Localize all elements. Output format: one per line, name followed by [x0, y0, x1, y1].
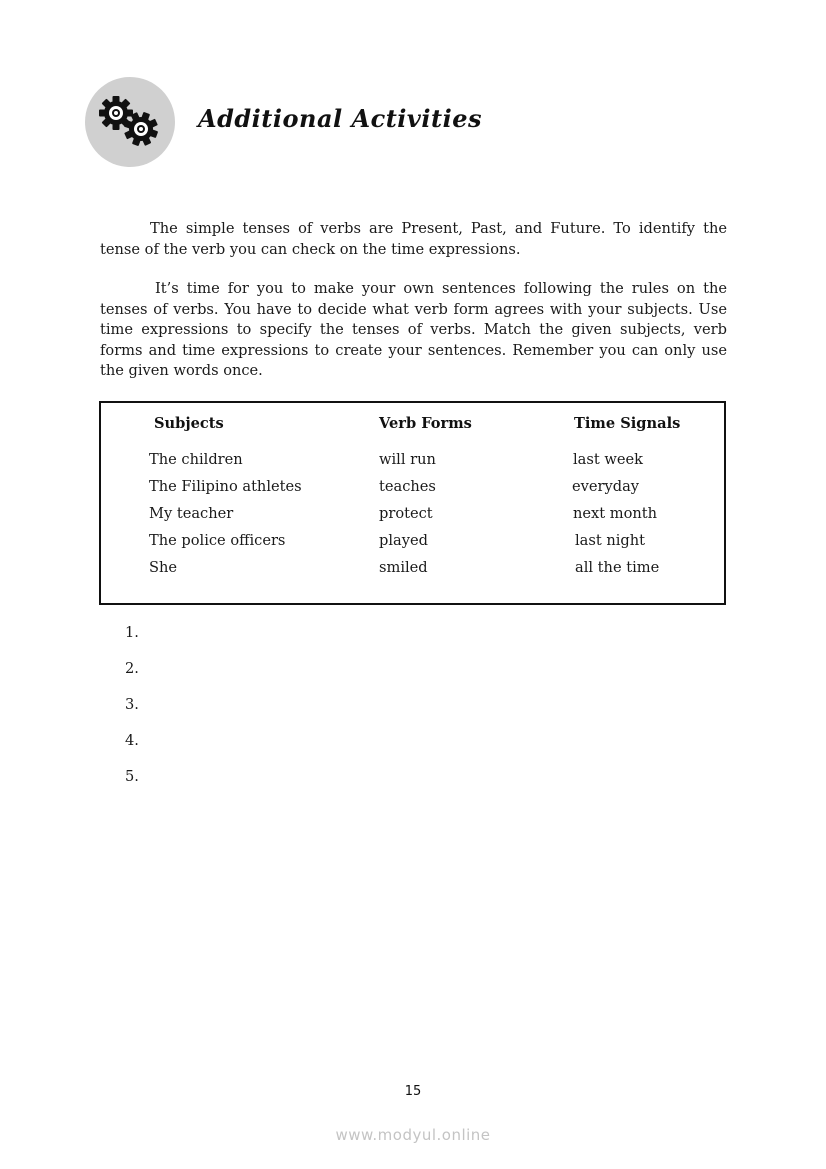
verb-form-item: protect: [379, 505, 433, 522]
gears-icon-graphic: [85, 77, 175, 167]
watermark: www.modyul.online: [335, 1126, 491, 1144]
answer-number: 5.: [125, 768, 139, 785]
verb-form-item: smiled: [379, 559, 428, 576]
time-signals-header: Time Signals: [574, 415, 681, 432]
time-signal-item: next month: [573, 505, 658, 522]
time-signal-item: last night: [575, 532, 646, 549]
time-signal-item: all the time: [575, 559, 660, 576]
subject-item: The police officers: [149, 532, 286, 549]
subject-item: The children: [149, 451, 243, 468]
time-signal-item: last week: [573, 451, 643, 468]
verb-form-item: played: [379, 532, 428, 549]
answer-number: 4.: [125, 732, 139, 749]
page-number: 15: [404, 1084, 422, 1099]
verb-forms-header: Verb Forms: [379, 415, 472, 432]
answer-number: 1.: [125, 624, 139, 641]
intro-paragraph-text: The simple tenses of verbs are Present, Past, and Future. To identify the tense of the verb you can check on the time expressions.: [100, 220, 727, 258]
intro-paragraph: [100, 219, 727, 260]
answer-number: 2.: [125, 660, 139, 677]
section-title: Additional Activities: [198, 104, 482, 133]
gears-icon: [85, 77, 175, 167]
instructions-paragraph-text: It’s time for you to make your own sentences following the rules on the tenses of verbs. You have to decide what verb form agrees with your subjects. Use time expressions to specify the tenses of verbs. Match the given subjects, verb forms and time expressions to create your sentences. Remember you can only use the given words once.: [100, 280, 727, 380]
instructions-paragraph: [100, 279, 727, 382]
answer-number: 3.: [125, 696, 139, 713]
subjects-header: Subjects: [154, 415, 224, 432]
subject-item: The Filipino athletes: [149, 478, 302, 495]
verb-form-item: teaches: [379, 478, 436, 495]
word-bank-box: [99, 401, 726, 605]
subject-item: My teacher: [149, 505, 234, 522]
subject-item: She: [149, 559, 178, 576]
verb-form-item: will run: [379, 451, 436, 468]
time-signal-item: everyday: [572, 478, 640, 495]
